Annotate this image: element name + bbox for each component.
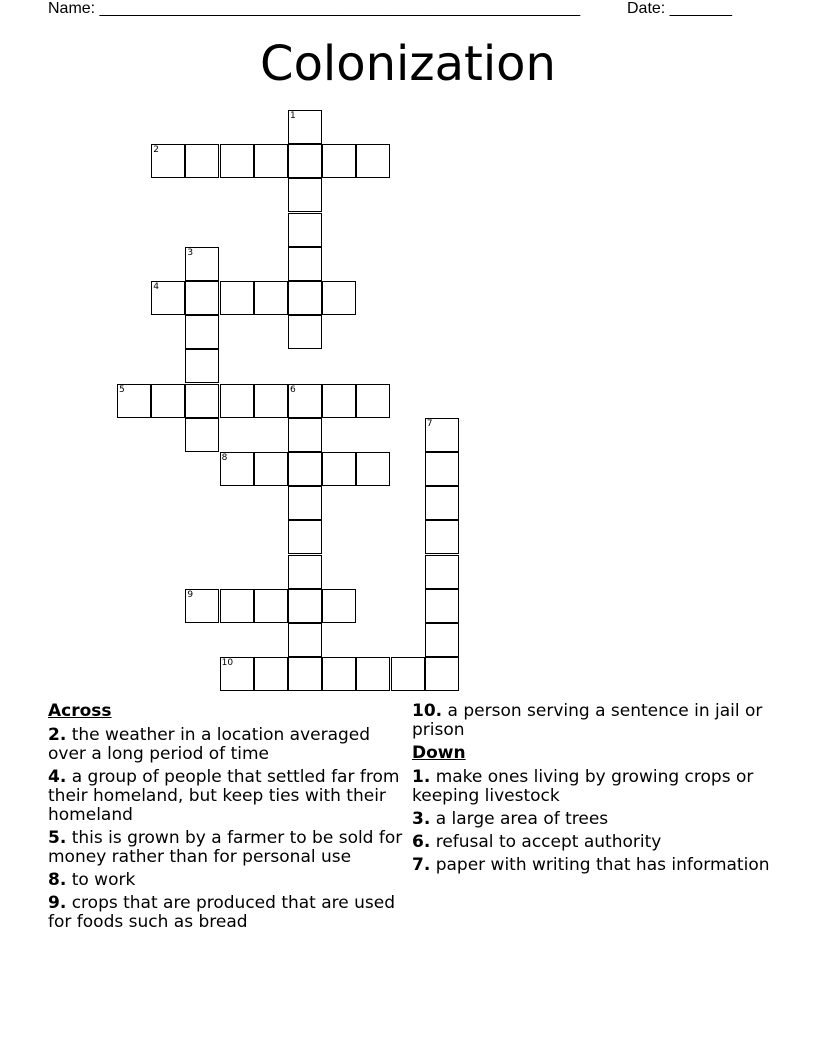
grid-cell[interactable] (185, 589, 219, 623)
clue-number: 4. (48, 767, 67, 787)
grid-cell[interactable] (151, 384, 185, 418)
date-label: Date: _______ (627, 0, 732, 17)
cell-number: 1 (290, 111, 296, 121)
grid-cell[interactable] (185, 418, 219, 452)
cell-number: 10 (221, 658, 234, 669)
page-title: Colonization (260, 36, 556, 92)
grid-cell[interactable] (220, 281, 254, 315)
clue-text: the weather in a location averaged over a long period of time (48, 725, 371, 764)
clue-text: to work (71, 870, 136, 890)
grid-cell[interactable] (356, 384, 390, 418)
across-clue-5 (48, 829, 404, 867)
clue-number: 5. (48, 828, 67, 848)
grid-cell[interactable] (425, 452, 459, 486)
clue-number: 2. (48, 725, 67, 745)
down-clue-7 (412, 856, 772, 875)
grid-cell[interactable] (117, 384, 151, 418)
grid-cell[interactable] (356, 452, 390, 486)
grid-cell[interactable] (288, 555, 322, 589)
grid-cell[interactable] (254, 589, 288, 623)
grid-cell[interactable] (185, 281, 219, 315)
grid-cell[interactable] (185, 349, 219, 383)
grid-cell[interactable] (151, 281, 185, 315)
down-clue-3 (412, 810, 772, 829)
grid-cell[interactable] (322, 384, 356, 418)
grid-cell[interactable] (425, 520, 459, 554)
grid-cell[interactable] (322, 144, 356, 178)
across-clue-4 (48, 768, 404, 825)
grid-cell[interactable] (288, 452, 322, 486)
grid-cell[interactable] (288, 486, 322, 520)
clue-text: a large area of trees (435, 809, 609, 829)
grid-cell[interactable] (220, 657, 254, 691)
grid-cell[interactable] (425, 555, 459, 589)
down-clue-1 (412, 768, 772, 806)
clue-number: 1. (412, 767, 431, 787)
down-heading: Down (412, 743, 466, 763)
grid-cell[interactable] (425, 657, 459, 691)
grid-cell[interactable] (425, 418, 459, 452)
cell-number: 8 (221, 453, 228, 463)
clue-text: a group of people that settled far from their homeland, but keep ties with their homeland (48, 767, 400, 825)
grid-cell[interactable] (288, 178, 322, 212)
across-heading: Across (48, 701, 112, 721)
grid-cell[interactable] (356, 144, 390, 178)
cell-number: 7 (426, 418, 433, 429)
grid-cell[interactable] (185, 144, 219, 178)
grid-cell[interactable] (254, 144, 288, 178)
grid-cell[interactable] (288, 213, 322, 247)
grid-cell[interactable] (185, 384, 219, 418)
grid-cell[interactable] (322, 452, 356, 486)
name-label: Name: ______________________________________________________ (48, 0, 581, 17)
cell-number: 4 (153, 282, 159, 292)
across-clue-10 (412, 702, 772, 740)
grid-cell[interactable] (288, 657, 322, 691)
clue-number: 9. (48, 893, 67, 913)
grid-cell[interactable] (356, 657, 390, 691)
across-clue-8 (48, 871, 404, 890)
across-clue-9 (48, 894, 404, 932)
clue-text: a person serving a sentence in jail or prison (412, 701, 763, 740)
grid-cell[interactable] (288, 384, 322, 418)
grid-cell[interactable] (288, 418, 322, 452)
grid-cell[interactable] (288, 247, 322, 281)
clue-text: paper with writing that has information (435, 855, 770, 875)
grid-cell[interactable] (254, 657, 288, 691)
grid-cell[interactable] (288, 281, 322, 315)
cell-number: 2 (153, 145, 159, 156)
clues-left-column (48, 702, 404, 936)
grid-cell[interactable] (254, 452, 288, 486)
grid-cell[interactable] (185, 247, 219, 281)
grid-cell[interactable] (288, 520, 322, 554)
grid-cell[interactable] (151, 144, 185, 178)
grid-cell[interactable] (425, 589, 459, 623)
clue-number: 10. (412, 701, 443, 721)
clues-right-column (412, 702, 772, 879)
grid-cell[interactable] (220, 144, 254, 178)
cell-number: 9 (187, 589, 194, 600)
clue-number: 7. (412, 855, 431, 875)
grid-cell[interactable] (220, 589, 254, 623)
grid-cell[interactable] (391, 657, 425, 691)
cell-number: 3 (187, 247, 194, 258)
grid-cell[interactable] (425, 623, 459, 657)
grid-cell[interactable] (254, 281, 288, 315)
across-clue-2 (48, 726, 404, 764)
clue-text: crops that are produced that are used for foods such as bread (48, 893, 396, 932)
grid-cell[interactable] (288, 144, 322, 178)
grid-cell[interactable] (288, 623, 322, 657)
grid-cell[interactable] (322, 657, 356, 691)
grid-cell[interactable] (322, 589, 356, 623)
grid-cell[interactable] (254, 384, 288, 418)
grid-cell[interactable] (288, 315, 322, 349)
cell-number: 6 (290, 384, 296, 395)
clue-text: this is grown by a farmer to be sold for money rather than for personal use (48, 828, 403, 867)
cell-number: 5 (119, 384, 125, 395)
grid-cell[interactable] (322, 281, 356, 315)
grid-cell[interactable] (185, 315, 219, 349)
clue-text: refusal to accept authority (435, 832, 662, 852)
clue-number: 3. (412, 809, 431, 829)
clue-number: 6. (412, 832, 431, 852)
grid-cell[interactable] (220, 384, 254, 418)
grid-cell[interactable] (288, 589, 322, 623)
grid-cell[interactable] (288, 110, 322, 144)
clue-text: make ones living by growing crops or keeping livestock (412, 767, 754, 806)
down-clue-6 (412, 833, 772, 852)
clue-number: 8. (48, 870, 67, 890)
grid-cell[interactable] (220, 452, 254, 486)
grid-cell[interactable] (425, 486, 459, 520)
